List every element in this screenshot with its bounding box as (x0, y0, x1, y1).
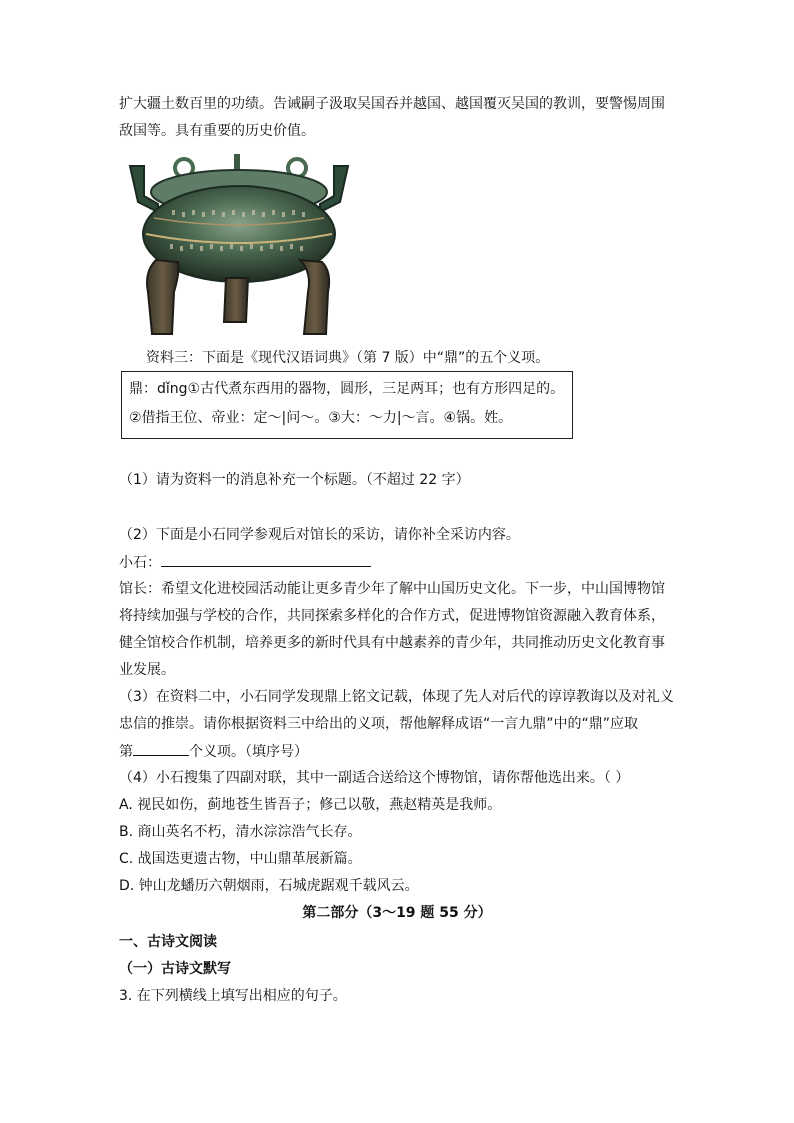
curator-line-4: 业发展。 (119, 662, 175, 678)
question-2-prompt: （2）下面是小石同学参观后对馆长的采访，请你补全采访内容。 (119, 527, 520, 543)
q3-suffix: 个义项。（填序号） (189, 744, 308, 760)
question-3-line-1: （3）在资料二中，小石同学发现鼎上铭文记载，体现了先人对后代的谆谆教诲以及对礼义 (119, 689, 674, 705)
xiaoshi-label: 小石： (119, 555, 161, 571)
part-2-title: 第二部分（3～19 题 55 分） (302, 905, 492, 921)
question-3-line-3 (119, 741, 308, 762)
option-c[interactable]: C. 战国迭更遗古物，中山鼎革展新篇。 (119, 851, 362, 867)
curator-line-3: 健全馆校合作机制，培养更多的新时代具有中越素养的青少年，共同推动历史文化教育事 (119, 635, 665, 651)
question-1: （1）请为资料一的消息补充一个标题。（不超过 22 字） (119, 472, 470, 488)
definition-line-2: ②借指王位、帝业：定～|问～。③大：～力|～言。④锅。姓。 (129, 410, 513, 426)
xiaoshi-answer-blank[interactable] (161, 552, 371, 567)
question-4-prompt: （4）小石搜集了四副对联，其中一副适合送给这个博物馆，请你帮他选出来。（ ） (119, 770, 630, 786)
q3-answer-blank[interactable] (133, 741, 189, 756)
bronze-ding-image (122, 152, 356, 338)
material3-heading: 资料三：下面是《现代汉语词典》（第 7 版）中“鼎”的五个义项。 (146, 350, 550, 366)
curator-line-1: 馆长：希望文化进校园活动能让更多青少年了解中山国历史文化。下一步，中山国博物馆 (119, 581, 665, 597)
question-3-main: 3. 在下列横线上填写出相应的句子。 (119, 988, 347, 1004)
intro-line-1: 扩大疆土数百里的功绩。告诫嗣子汲取吴国吞并越国、越国覆灭吴国的教训，要警惕周围 (119, 96, 665, 112)
definition-box (121, 371, 573, 439)
intro-line-2: 敌国等。具有重要的历史价值。 (119, 123, 315, 139)
q3-prefix: 第 (119, 744, 133, 760)
question-3-line-2: 忠信的推崇。请你根据资料三中给出的义项，帮他解释成语“一言九鼎”中的“鼎”应取 (119, 716, 639, 732)
section-1-heading: 一、古诗文阅读 (119, 934, 217, 950)
interview-xiaoshi (119, 552, 371, 573)
option-d[interactable]: D. 钟山龙蟠历六朝烟雨，石城虎踞观千载风云。 (119, 878, 419, 894)
option-a[interactable]: A. 视民如伤，蓟地苍生皆吾子；修己以敬，燕赵精英是我师。 (119, 797, 502, 813)
subsection-1-heading: （一）古诗文默写 (119, 961, 231, 977)
definition-line-1: 鼎：dǐng①古代煮东西用的器物，圆形，三足两耳；也有方形四足的。 (129, 381, 565, 397)
option-b[interactable]: B. 商山英名不朽，清水淙淙浩气长存。 (119, 824, 362, 840)
curator-line-2: 将持续加强与学校的合作，共同探索多样化的合作方式，促进博物馆资源融入教育体系， (119, 608, 665, 624)
